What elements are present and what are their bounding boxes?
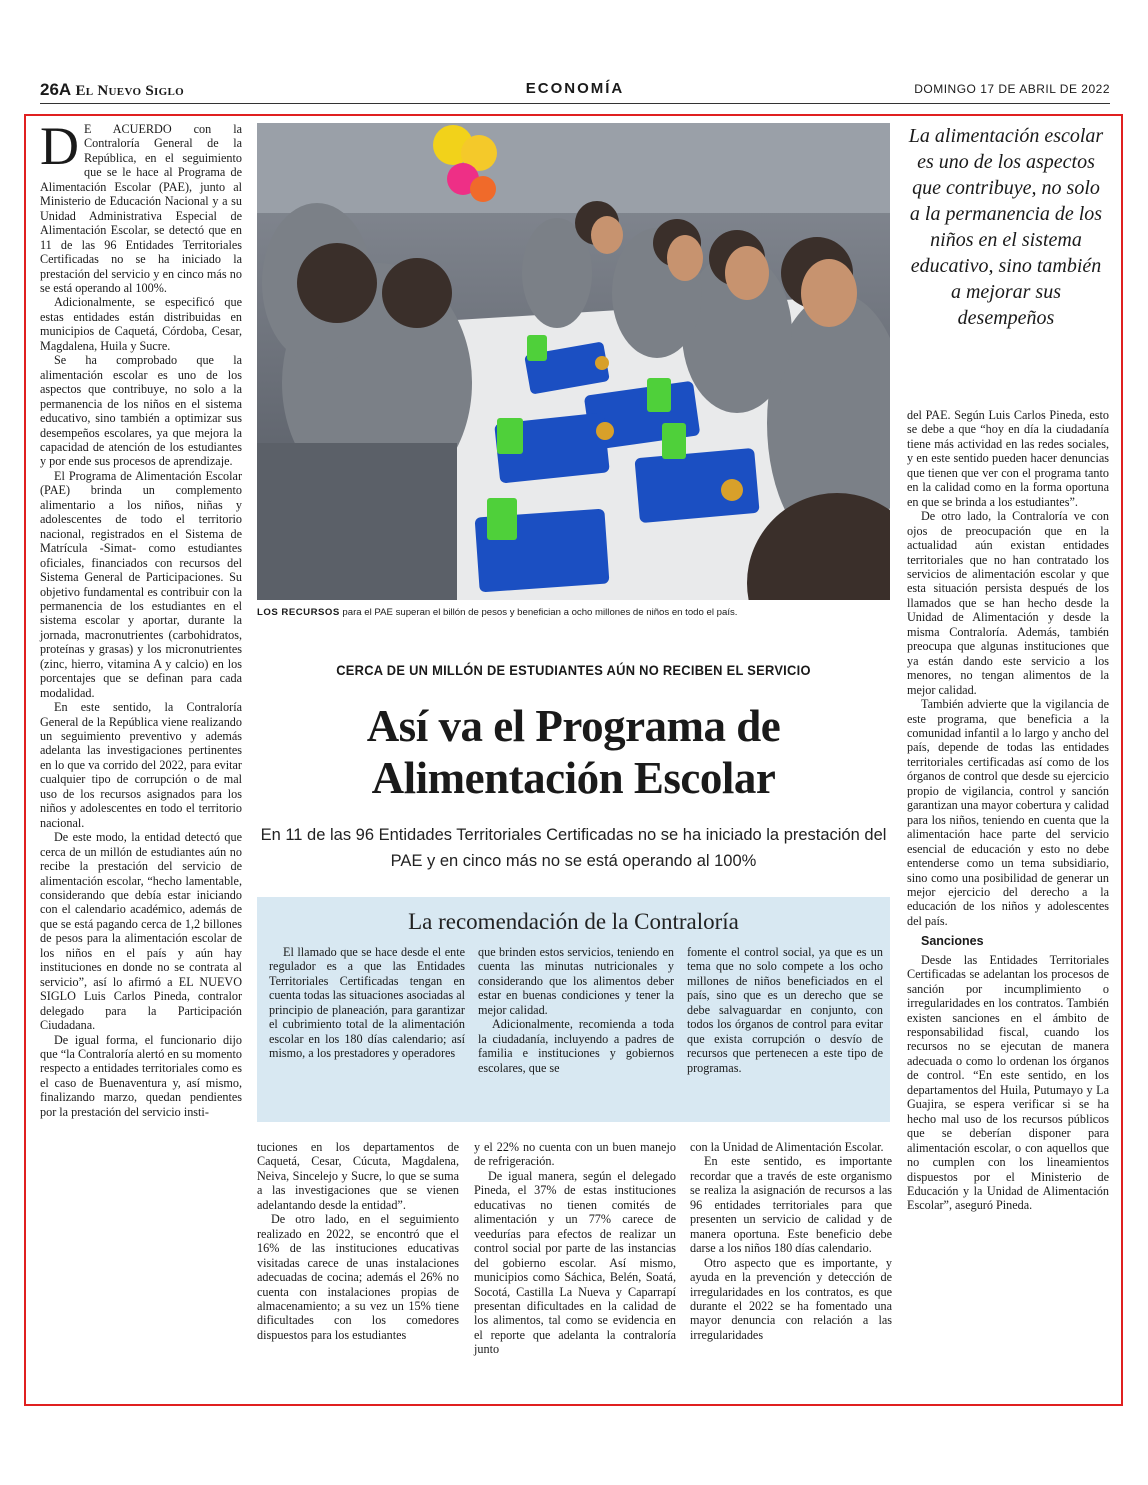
box-column-3 — [687, 945, 883, 1075]
issue-date: DOMINGO 17 DE ABRIL DE 2022 — [914, 82, 1110, 96]
box-column-1 — [269, 945, 465, 1061]
kicker: CERCA DE UN MILLÓN DE ESTUDIANTES AÚN NO RECIBEN EL SERVICIO — [336, 662, 811, 678]
paragraph: En este sentido, es importante recordar que a través de este organismo se realiza la asignación de recursos a las 96 entidades territoriales para que presenten un servicio de calidad y de manera oportuna. Este beneficio debe darse a los niños 180 días calendario. — [690, 1154, 892, 1256]
paragraph — [40, 116, 242, 295]
paragraph: Se ha comprobado que la alimentación escolar es uno de los aspectos que contribuye, no solo a la permanencia de los niños en el sistema educativo, sino también a optimizar sus desempeños escolares, ya que mejora la capacidad de atención de los estudiantes y por ende sus procesos de aprendizaje. — [40, 353, 242, 469]
paragraph: De igual manera, según el delegado Pineda, el 37% de estas instituciones educativas no tienen comités de alimentación y un 77% carece de veedurías para efectos de realizar un control social por parte de las instancias del gobierno escolar. Así mismo, municipios como Sáchica, Belén, Soatá, Socotá, Castilla La Nueva y Caparrapí presentan dificultades en la calidad de los alimentos, tal como se evidencia en el reporte que adelanta la contraloría junto — [474, 1168, 676, 1357]
paragraph: En este sentido, la Contraloría General de la República viene realizando un seguimiento preventivo y además adelanta las investigaciones pertinentes en lo que va corrido del 2022, para evitar cualquier tipo de corrupción o de mal uso de los recursos asignados para los niños y adolescentes en todo el territorio nacional. — [40, 700, 242, 830]
paragraph: Desde las Entidades Territoriales Certificadas se adelantan los procesos de sanción por incumplimiento o irregularidades en los contratos. También existen sanciones en el ámbito de responsabilidad fiscal, cuando los recursos no se ejecutan de manera adecuada o como lo ordenan los órganos de control. “En este sentido, en los departamentos del Huila, Putumayo y La Guajira, se espera verificar si se ha hecho mal uso de los recursos públicos que se deberían disponer para alimentación escolar, o con aquellos que no cumplen con los lineamientos dispuestos por el Ministerio de Educación y la Unidad de Alimentación Escolar”, aseguró Pineda. — [907, 952, 1109, 1213]
column-3 — [474, 1140, 676, 1357]
photo-illustration — [257, 123, 890, 600]
paragraph: con la Unidad de Alimentación Escolar. — [690, 1140, 884, 1154]
headline-line: Así va el Programa de — [366, 701, 781, 751]
headline — [257, 700, 890, 804]
column-5 — [907, 408, 1109, 1213]
paragraph: El llamado que se hace desde el ente regulador es a que las Entidades Territoriales Certificadas tengan en cuenta todas las situaciones asociadas al principio de planeación, para garantizar el cubrimiento total de la alimentación escolar en los 180 días calendario; así mismo, a los prestadores y operadores — [269, 945, 465, 1061]
masthead — [40, 80, 1110, 104]
paragraph: De igual forma, el funcionario dijo que “la Contraloría alertó en su momento respecto a entidades territoriales como es el caso de Buenaventura y, así mismo, finalizando marzo, quedan pendientes por la prestación del servicio insti- — [40, 1032, 242, 1119]
column-2 — [257, 1140, 459, 1342]
deck: En 11 de las 96 Entidades Territoriales Certificadas no se ha iniciado la prestación del PAE y en cinco más no se está operando al 100% — [260, 826, 887, 870]
subhead: Sanciones — [921, 934, 984, 949]
masthead-rule — [40, 103, 1110, 104]
paragraph: fomente el control social, ya que es un tema que no solo compete a los ocho millones de niños beneficiados en el país, sino que es un derecho que se debe salvaguardar en conjunto, con todos los órganos de control para evitar que exista corrupción o desvío de recursos que pertenecen a este tipo de programas. — [687, 945, 883, 1075]
box-title: La recomendación de la Contraloría — [408, 909, 739, 934]
paragraph: De otro lado, la Contraloría ve con ojos de preocupación que en la actualidad aún existan entidades territoriales que no han contratado los servicios de alimentación escolar y que esta situación persista después de los llamados que se han hecho desde la Unidad de Alimentación y desde la misma Contraloría. Además, también preocupa que algunas instituciones que ya están dando este servicio a los menores, no tengan alimentos de la mejor calidad. — [907, 509, 1109, 697]
page-number: 26A — [40, 80, 72, 99]
newspaper-name: El Nuevo Siglo — [75, 83, 184, 99]
paragraph: De este modo, la entidad detectó que cerca de un millón de estudiantes aún no recibe la prestación del servicio de alimentación escolar, “hecho lamentable, considerando que debía estar iniciando con el calendario académico, además de que se está pagando cerca de 1,2 billones de pesos para la alimentación escolar de los niños en el país y aún hay instituciones en donde no se contrata al servicio”, así lo afirmó a EL NUEVO SIGLO Luis Carlos Pineda, contralor delegado para la Participación Ciudadana. — [40, 830, 242, 1033]
paragraph: Adicionalmente, recomienda a toda la ciudadanía, incluyendo a padres de familia e instituciones y gobiernos escolares, que se — [478, 1017, 674, 1075]
sidebar-box — [257, 897, 890, 1122]
paragraph: También advierte que la vigilancia de este programa, que beneficia a la comunidad infantil a lo largo y ancho del país, depende de todas las entidades territoriales certificadas así como de los órganos de control que desde su ejercicio propio de vigilancia, control y sanción garantizan una mayor cobertura y calidad para los niños, teniendo en cuenta que la alimentación hace parte del servicio esencial de educación y esto no debe entenderse como un tema subsidiario, sino como una posibilidad de generar un mejor ejercicio del derecho a la educación de los niños y adolescentes del país. — [907, 697, 1110, 928]
paragraph: Otro aspecto que es importante, y ayuda en la prevención y detección de irregularidades en los contratos, es que durante el 2022 se ha fomentado una mayor denuncia con relación a las irregularidades — [690, 1255, 892, 1342]
paragraph: del PAE. Según Luis Carlos Pineda, esto se debe a que “hoy en día la ciudadanía tiene más actividad en las redes sociales, y en este sentido pueden hacer denuncias que tienen que ver con el programa tanto en la calidad como en la forma oportuna en que se brinda a los estudiantes”. — [907, 408, 1109, 509]
paragraph: y el 22% no cuenta con un buen manejo de refrigeración. — [474, 1140, 676, 1169]
paragraph: Adicionalmente, se especificó que estas entidades están distribuidas en municipios de Caquetá, Córdoba, Cesar, Magdalena, Huila y Sucre. — [40, 295, 242, 353]
column-1 — [40, 116, 242, 1119]
headline-line: Alimentación Escolar — [371, 753, 776, 803]
column-4 — [690, 1140, 892, 1342]
pull-quote: La alimentación escolar es uno de los aspectos que contribuye, no solo a la permanencia de los niños en el sistema educativo, sino también a mejorar sus desempeños — [908, 125, 1104, 329]
section-name: ECONOMÍA — [525, 80, 625, 97]
paragraph: El Programa de Alimentación Escolar (PAE) brinda un complemento alimentario a los niños, niñas y adolescentes de todo el territorio nacional, registrados en el Sistema de Matrícula -Simat- como estudiantes oficiales, financiados con recursos del Sistema General de Participaciones. Su objetivo fundamental es contribuir con la permanencia de los estudiantes en el sistema escolar y aportar, durante la jornada, macronutrientes (carbohidratos, proteínas y grasas) y los micronutrientes (zinc, hierro, vitamina A y calcio) en los porcentajes que se definan para cada modalidad. — [40, 468, 242, 700]
paragraph-text: E ACUERDO con la Contraloría General de la República, en el seguimiento que se le hace al Programa de Alimentación Escolar (PAE), junto al Ministerio de Educación Nacional y a su Unidad Administrativa Especial de Alimentación Escolar, se detectó que en 11 de las 96 Entidades Territoriales Certificadas no se ha iniciado la prestación del servicio y en cinco más no se está operando al 100%. — [40, 122, 242, 295]
caption-lead: LOS RECURSOS — [257, 607, 340, 618]
caption-text: para el PAE superan el billón de pesos y benefician a ocho millones de niños en todo el país. — [339, 607, 738, 618]
paragraph: De otro lado, en el seguimiento realizado en 2022, se encontró que el 16% de las instituciones educativas visitadas carece de unas instalaciones adecuadas de cocina; además el 26% no cuenta con instalaciones propias de almacenamiento; a su vez un 15% tiene dificultades con los comedores dispuestos para los estudiantes — [257, 1212, 459, 1342]
drop-cap: D — [40, 116, 79, 176]
paragraph: que brinden estos servicios, teniendo en cuenta las minutas nutricionales y considerando que los alimentos deber estar en buenas condiciones y tener la mejor calidad. — [478, 945, 674, 1017]
cafeteria-photo — [257, 123, 890, 600]
paragraph: tuciones en los departamentos de Caquetá, Cesar, Cúcuta, Magdalena, Neiva, Sincelejo y Sucre, lo que se suma a las investigaciones que se vienen adelantando desde la entidad”. — [257, 1140, 459, 1212]
box-column-2 — [478, 945, 674, 1075]
photo-caption — [257, 607, 897, 618]
